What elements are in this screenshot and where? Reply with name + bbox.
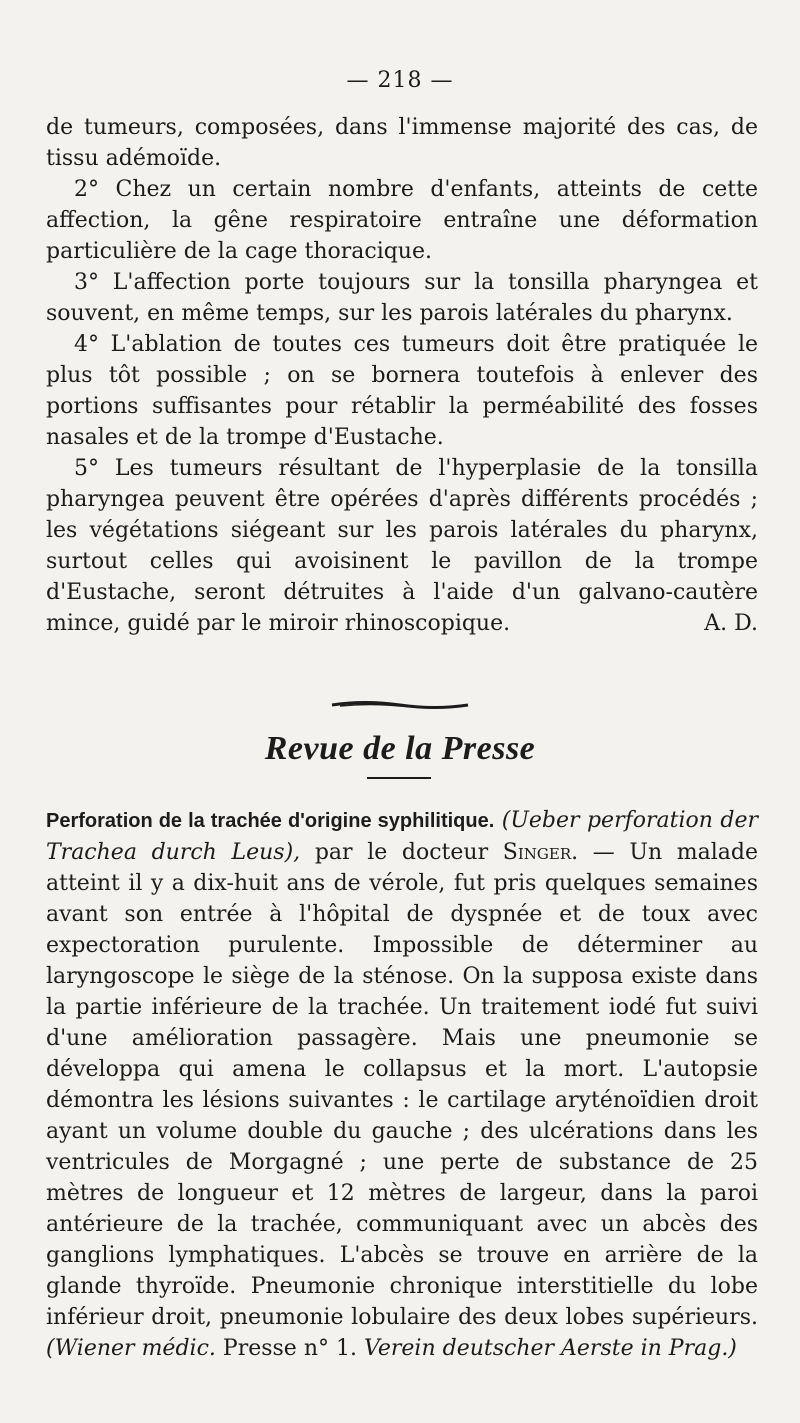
paragraph-4: 4° L'ablation de toutes ces tumeurs doit être pratiquée le plus tôt possible ; on se bornera toutefois à enlever des portions suffisantes pour rétablir la perméabilité des fosses nasales et de la trompe d'Eustache. [46,332,758,450]
article-source-2: Presse n° 1. [222,1336,357,1361]
paragraph-1: de tumeurs, composées, dans l'immense majorité des cas, de tissu adémoïde. [46,115,758,171]
article-paragraph [46,805,758,1364]
article-author: Singer. [502,840,579,865]
paragraph-5 [46,453,758,639]
article-source-3: Verein deutscher Aerste in Prag.) [363,1336,737,1361]
paragraph-5-text: 5° Les tumeurs résultant de l'hyperplasie de la tonsilla pharyngea peuvent être opérées d'après différents procédés ; les végétations siégeant sur les parois latérales du pharynx, surtout celles qui avoisinent le pavillon de la trompe d'Eustache, seront détruites à l'aide d'un galvano-cautère mince, guidé par le miroir rhinoscopique. [46,456,758,636]
title-rule [367,777,431,779]
paragraph-3: 3° L'affection porte toujours sur la tonsilla pharyngea et souvent, en même temps, sur les parois latérales du pharynx. [46,270,758,326]
ornament-divider [330,700,470,710]
article-source-1: (Wiener médic. [46,1336,216,1361]
page-number: — 218 — [346,68,454,93]
section-title: Revue de la Presse [264,730,536,767]
article-byline: par le docteur [314,840,489,865]
signature: A. D. [704,611,758,636]
conclusions-block [46,112,758,639]
article-title: Perforation de la trachée d'origine syphilitique. [46,810,495,832]
article [46,805,758,1364]
paragraph-2: 2° Chez un certain nombre d'enfants, atteints de cette affection, la gêne respiratoire entraîne une déformation particulière de la cage thoracique. [46,177,758,264]
article-german-title: (Ueber perforation der Trachea durch Leus), [46,808,758,865]
article-body: — Un malade atteint il y a dix-huit ans de vérole, fut pris quelques semaines avant son entrée à l'hôpital de dyspnée et de toux avec expectoration purulente. Impossible de déterminer au laryngoscope le siège de la sténose. On la supposa existe dans la partie inférieure de la trachée. Un traitement iodé fut suivi d'une amélioration passagère. Mais une pneumonie se développa qui amena le collapsus et la mort. L'autopsie démontra les lésions suivantes : le cartilage aryténoïdien droit ayant un volume double du gauche ; des ulcérations dans les ventricules de Morgagné ; une perte de substance de 25 mètres de longueur et 12 mètres de largeur, dans la paroi antérieure de la trachée, communiquant avec un abcès des ganglions lymphatiques. L'abcès se trouve en arrière de la glande thyroïde. Pneumonie chronique interstitielle du lobe inférieur droit, pneumonie lobulaire des deux lobes supérieurs. [46,840,759,1330]
